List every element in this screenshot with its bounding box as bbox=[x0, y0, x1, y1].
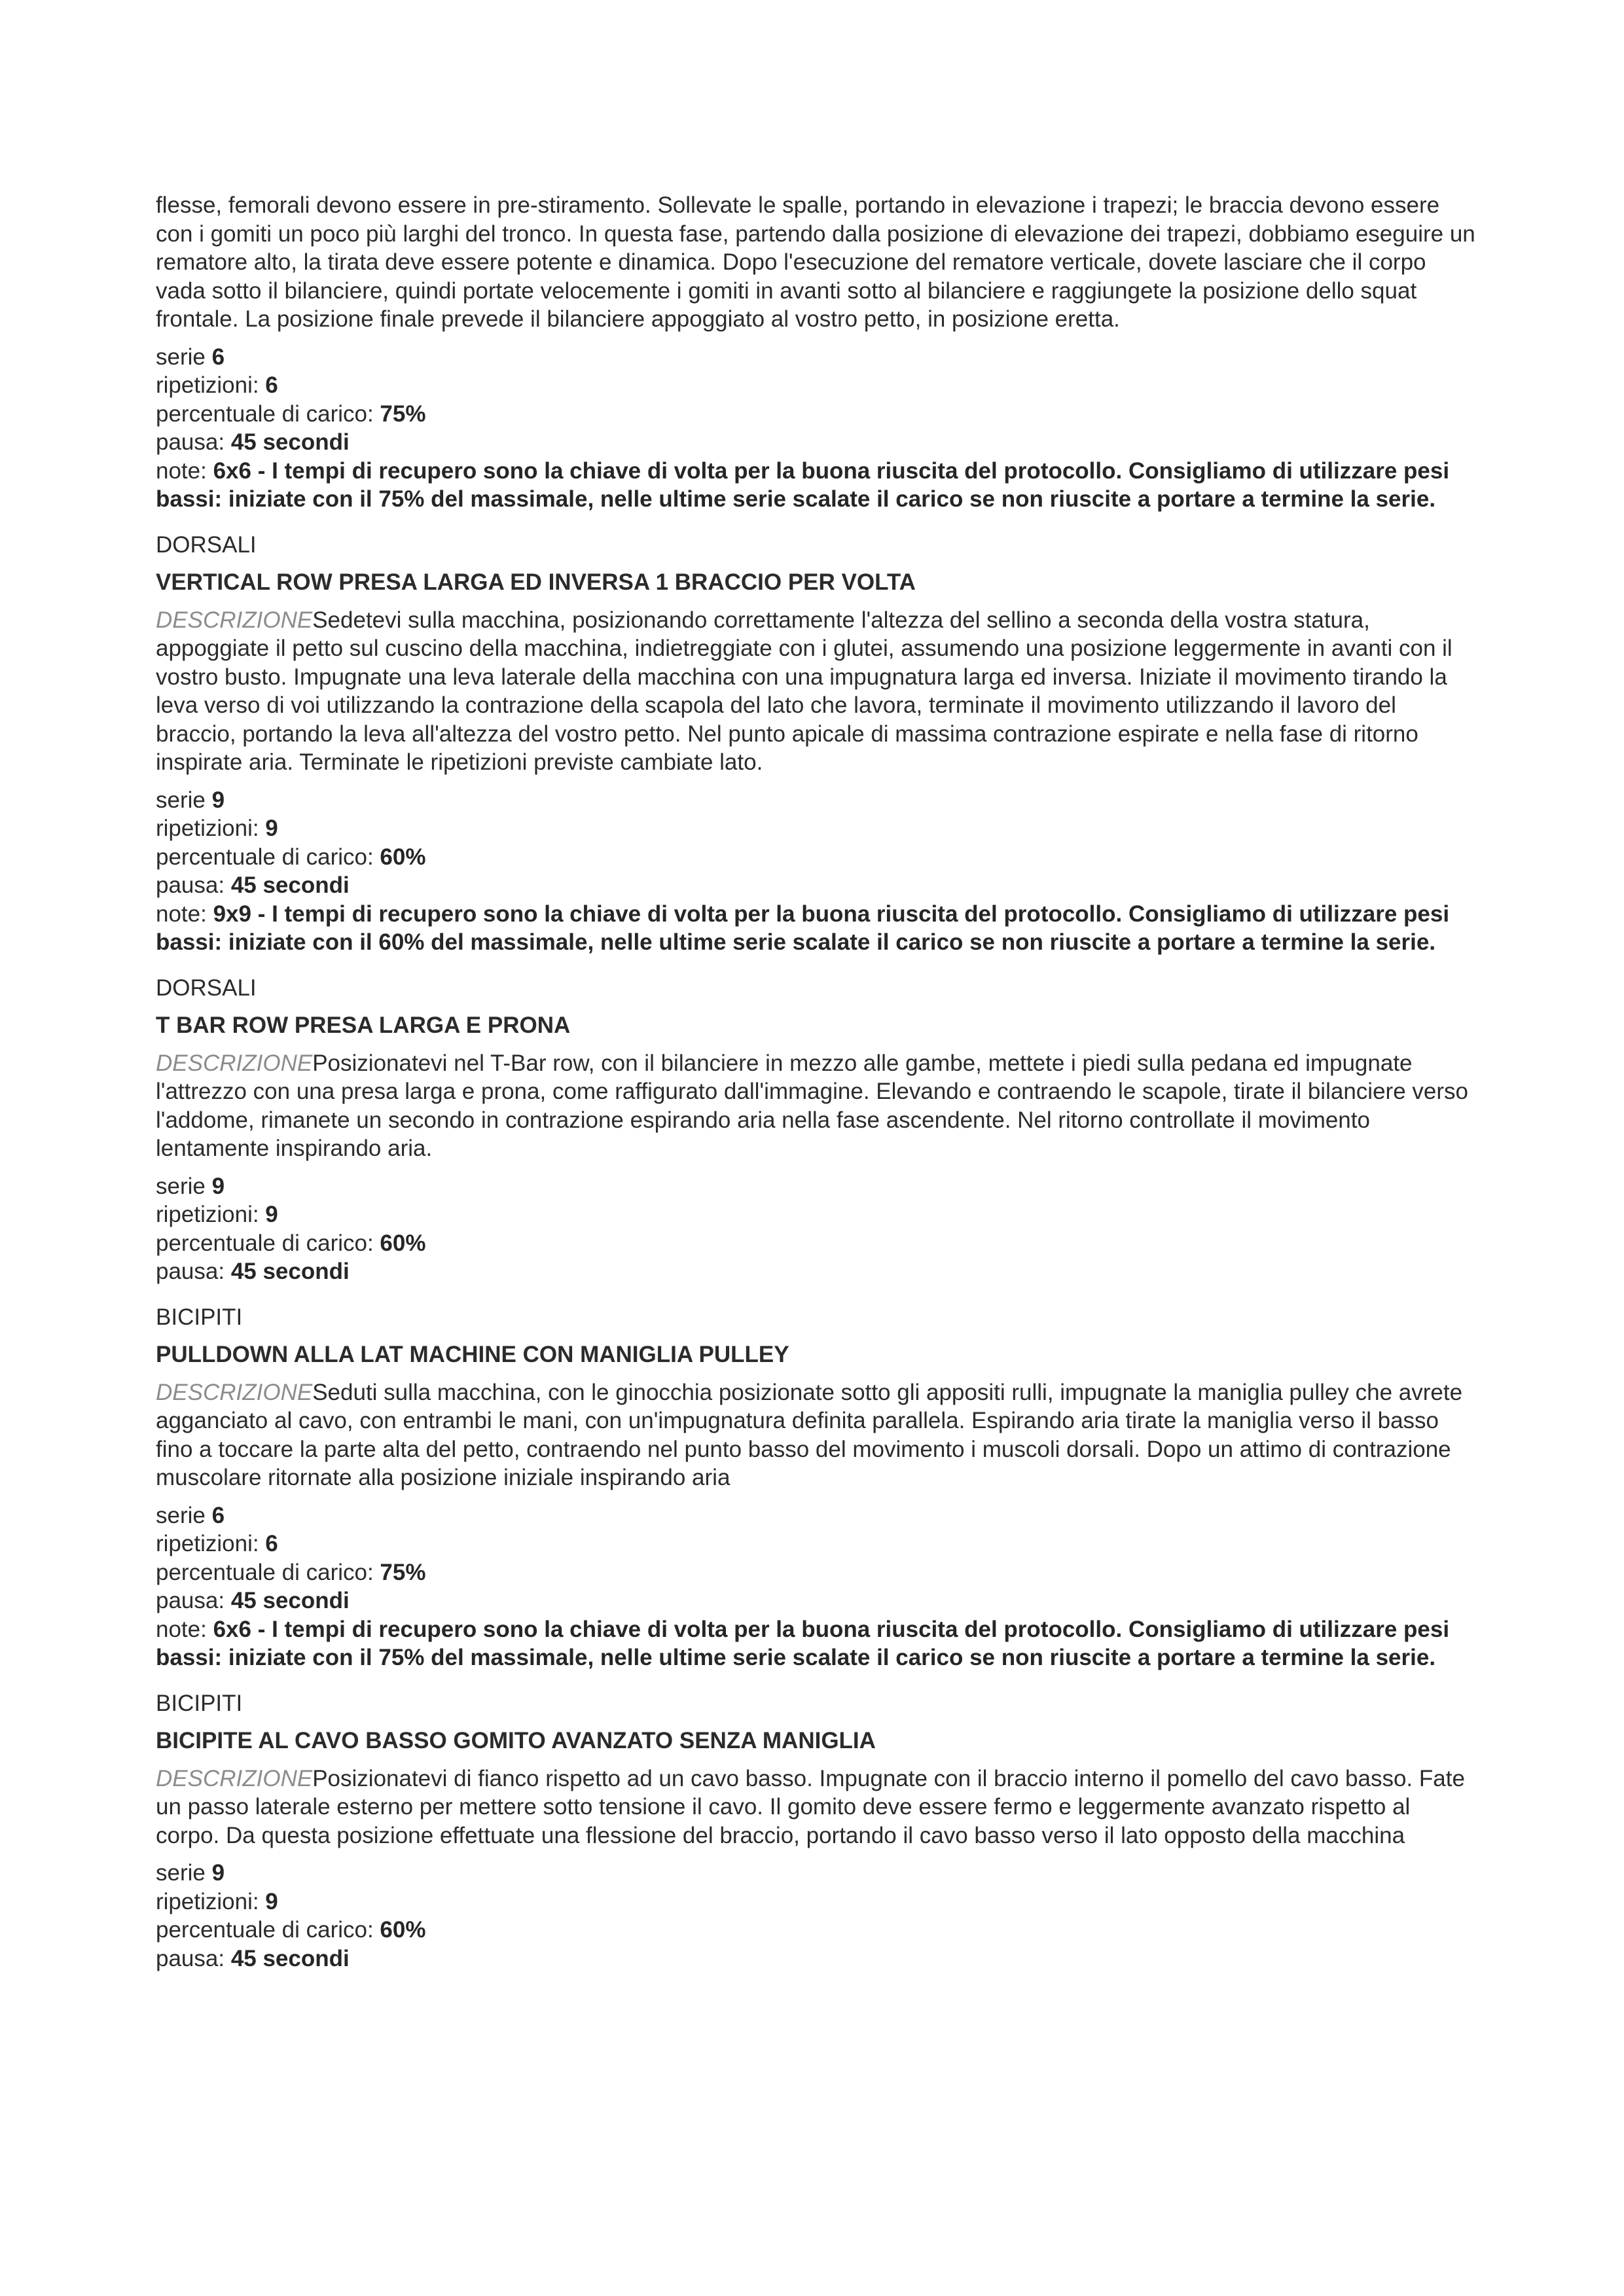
serie-value: 6 bbox=[211, 1502, 225, 1528]
pausa-label: pausa: bbox=[156, 872, 231, 898]
description-label: DESCRIZIONE bbox=[156, 607, 313, 633]
exercise-description bbox=[156, 1049, 1478, 1163]
pausa-label: pausa: bbox=[156, 1259, 231, 1284]
ripetizioni-label: ripetizioni: bbox=[156, 1531, 266, 1556]
ripetizioni-label: ripetizioni: bbox=[156, 1888, 266, 1914]
carico-label: percentuale di carico: bbox=[156, 401, 380, 427]
carico-label: percentuale di carico: bbox=[156, 1917, 380, 1943]
carico-value: 60% bbox=[380, 1230, 426, 1256]
note-value: 6x6 - I tempi di recupero sono la chiave di volta per la buona riuscita del protocollo. Consigliamo di utilizzare pesi bassi: iniziate con il 75% del massimale, nelle ultime serie scalate il carico se non riuscite a portare a termine la serie. bbox=[156, 1616, 1450, 1670]
carico-value: 60% bbox=[380, 1917, 426, 1943]
note-label: note: bbox=[156, 901, 213, 927]
serie-line bbox=[156, 786, 1478, 815]
pausa-value: 45 secondi bbox=[230, 429, 350, 455]
intro-section bbox=[156, 191, 1478, 514]
description-label: DESCRIZIONE bbox=[156, 1765, 313, 1791]
serie-value: 9 bbox=[211, 787, 225, 813]
ripetizioni-label: ripetizioni: bbox=[156, 816, 266, 841]
carico-line bbox=[156, 1916, 1478, 1945]
serie-line bbox=[156, 343, 1478, 372]
exercise-category: DORSALI bbox=[156, 975, 257, 1001]
exercise-stats bbox=[156, 1172, 1478, 1286]
ripetizioni-line bbox=[156, 1200, 1478, 1229]
exercise-description bbox=[156, 606, 1478, 777]
serie-line bbox=[156, 1172, 1478, 1201]
pausa-label: pausa: bbox=[156, 429, 231, 455]
serie-value: 6 bbox=[211, 344, 225, 370]
description-label: DESCRIZIONE bbox=[156, 1050, 313, 1076]
pausa-value: 45 secondi bbox=[230, 1945, 350, 1971]
ripetizioni-label: ripetizioni: bbox=[156, 1202, 266, 1227]
exercise-category: BICIPITI bbox=[156, 1690, 243, 1716]
note-line bbox=[156, 900, 1478, 957]
exercise-description bbox=[156, 1378, 1478, 1492]
exercise-stats bbox=[156, 1859, 1478, 1973]
serie-line bbox=[156, 1859, 1478, 1888]
note-line bbox=[156, 1615, 1478, 1672]
ripetizioni-label: ripetizioni: bbox=[156, 372, 266, 398]
intro-stats bbox=[156, 343, 1478, 514]
ripetizioni-value: 9 bbox=[265, 816, 278, 841]
exercise-section bbox=[156, 1689, 1478, 1973]
serie-label: serie bbox=[156, 344, 212, 370]
exercise-stats bbox=[156, 1501, 1478, 1672]
ripetizioni-value: 6 bbox=[265, 372, 278, 398]
pausa-value: 45 secondi bbox=[230, 872, 350, 898]
ripetizioni-value: 9 bbox=[265, 1202, 278, 1227]
ripetizioni-line bbox=[156, 1888, 1478, 1916]
serie-label: serie bbox=[156, 1502, 212, 1528]
description-text: Posizionatevi di fianco rispetto ad un cavo basso. Impugnate con il braccio interno il pomello del cavo basso. Fate un passo laterale esterno per mettere sotto tensione il cavo. Il gomito deve essere fermo e leggermente avanzato rispetto al corpo. Da questa posizione effettuate una flessione del braccio, portando il cavo basso verso il lato opposto della macchina bbox=[156, 1765, 1465, 1848]
exercise-title: VERTICAL ROW PRESA LARGA ED INVERSA 1 BRACCIO PER VOLTA bbox=[156, 569, 916, 595]
exercise-category: DORSALI bbox=[156, 531, 257, 558]
exercise-category: BICIPITI bbox=[156, 1304, 243, 1330]
pausa-line bbox=[156, 1587, 1478, 1615]
note-label: note: bbox=[156, 457, 213, 484]
carico-value: 60% bbox=[380, 844, 426, 870]
exercise-section bbox=[156, 1303, 1478, 1672]
carico-line bbox=[156, 400, 1478, 429]
serie-label: serie bbox=[156, 1173, 212, 1199]
carico-label: percentuale di carico: bbox=[156, 1559, 380, 1585]
note-value: 9x9 - I tempi di recupero sono la chiave di volta per la buona riuscita del protocollo. Consigliamo di utilizzare pesi bassi: iniziate con il 60% del massimale, nelle ultime serie scalate il carico se non riuscite a portare a termine la serie. bbox=[156, 901, 1450, 955]
intro-description: flesse, femorali devono essere in pre-stiramento. Sollevate le spalle, portando in elevazione i trapezi; le braccia devono essere con i gomiti un poco più larghi del tronco. In questa fase, partendo dalla posizione di elevazione dei trapezi, dobbiamo eseguire un rematore alto, la tirata deve essere potente e dinamica. Dopo l'esecuzione del rematore verticale, dovete lasciare che il corpo vada sotto il bilanciere, quindi portate velocemente i gomiti in avanti sotto al bilanciere e raggiungete la posizione dello squat frontale. La posizione finale prevede il bilanciere appoggiato al vostro petto, in posizione eretta. bbox=[156, 192, 1475, 332]
ripetizioni-value: 9 bbox=[265, 1888, 278, 1914]
pausa-line bbox=[156, 1945, 1478, 1973]
carico-value: 75% bbox=[380, 401, 426, 427]
note-line bbox=[156, 457, 1478, 514]
note-label: note: bbox=[156, 1616, 213, 1642]
exercise-title: BICIPITE AL CAVO BASSO GOMITO AVANZATO SENZA MANIGLIA bbox=[156, 1728, 876, 1753]
exercise-title: PULLDOWN ALLA LAT MACHINE CON MANIGLIA PULLEY bbox=[156, 1342, 789, 1367]
serie-label: serie bbox=[156, 1860, 212, 1886]
pausa-label: pausa: bbox=[156, 1588, 231, 1613]
carico-label: percentuale di carico: bbox=[156, 1230, 380, 1256]
description-label: DESCRIZIONE bbox=[156, 1379, 313, 1405]
serie-line bbox=[156, 1501, 1478, 1530]
exercise-title: T BAR ROW PRESA LARGA E PRONA bbox=[156, 1013, 571, 1038]
description-text: Posizionatevi nel T-Bar row, con il bilanciere in mezzo alle gambe, mettete i piedi sulla pedana ed impugnate l'attrezzo con una presa larga e prona, come raffigurato dall'immagine. Elevando e contraendo le scapole, tirate il bilanciere verso l'addome, rimanete un secondo in contrazione espirando aria nella fase ascendente. Nel ritorno controllate il movimento lentamente inspirando aria. bbox=[156, 1050, 1468, 1161]
serie-value: 9 bbox=[211, 1860, 225, 1886]
carico-line bbox=[156, 1229, 1478, 1258]
serie-value: 9 bbox=[211, 1173, 225, 1199]
pausa-value: 45 secondi bbox=[230, 1588, 350, 1613]
carico-label: percentuale di carico: bbox=[156, 844, 380, 870]
exercise-stats bbox=[156, 786, 1478, 957]
carico-value: 75% bbox=[380, 1559, 426, 1585]
ripetizioni-value: 6 bbox=[265, 1531, 278, 1556]
serie-label: serie bbox=[156, 787, 212, 813]
exercise-section bbox=[156, 974, 1478, 1286]
pausa-line bbox=[156, 428, 1478, 457]
exercise-description bbox=[156, 1765, 1478, 1850]
note-value: 6x6 - I tempi di recupero sono la chiave di volta per la buona riuscita del protocollo. Consigliamo di utilizzare pesi bassi: iniziate con il 75% del massimale, nelle ultime serie scalate il carico se non riuscite a portare a termine la serie. bbox=[156, 457, 1450, 512]
pausa-value: 45 secondi bbox=[230, 1259, 350, 1284]
carico-line bbox=[156, 1558, 1478, 1587]
ripetizioni-line bbox=[156, 814, 1478, 843]
document-content bbox=[156, 191, 1478, 1990]
description-text: Sedetevi sulla macchina, posizionando correttamente l'altezza del sellino a seconda della vostra statura, appoggiate il petto sul cuscino della macchina, indietreggiate con i glutei, assumendo una posizione leggermente in avanti con il vostro busto. Impugnate una leva laterale della macchina con una impugnatura larga ed inversa. Iniziate il movimento tirando la leva verso di voi utilizzando la contrazione della scapola del lato che lavora, terminate il movimento utilizzando il lavoro del braccio, portando la leva all'altezza del vostro petto. Nel punto apicale di massima contrazione espirate e nella fase di ritorno inspirate aria. Terminate le ripetizioni previste cambiate lato. bbox=[156, 607, 1453, 775]
ripetizioni-line bbox=[156, 1530, 1478, 1558]
exercise-section bbox=[156, 531, 1478, 957]
pausa-line bbox=[156, 1257, 1478, 1286]
carico-line bbox=[156, 843, 1478, 872]
ripetizioni-line bbox=[156, 371, 1478, 400]
description-text: Seduti sulla macchina, con le ginocchia posizionate sotto gli appositi rulli, impugnate la maniglia pulley che avrete agganciato al cavo, con entrambi le mani, con un'impugnatura definita parallela. Espirando aria tirate la maniglia verso il basso fino a toccare la parte alta del petto, contraendo nel punto basso del movimento i muscoli dorsali. Dopo un attimo di contrazione muscolare ritornate alla posizione iniziale inspirando aria bbox=[156, 1379, 1463, 1490]
pausa-label: pausa: bbox=[156, 1945, 231, 1971]
pausa-line bbox=[156, 871, 1478, 900]
